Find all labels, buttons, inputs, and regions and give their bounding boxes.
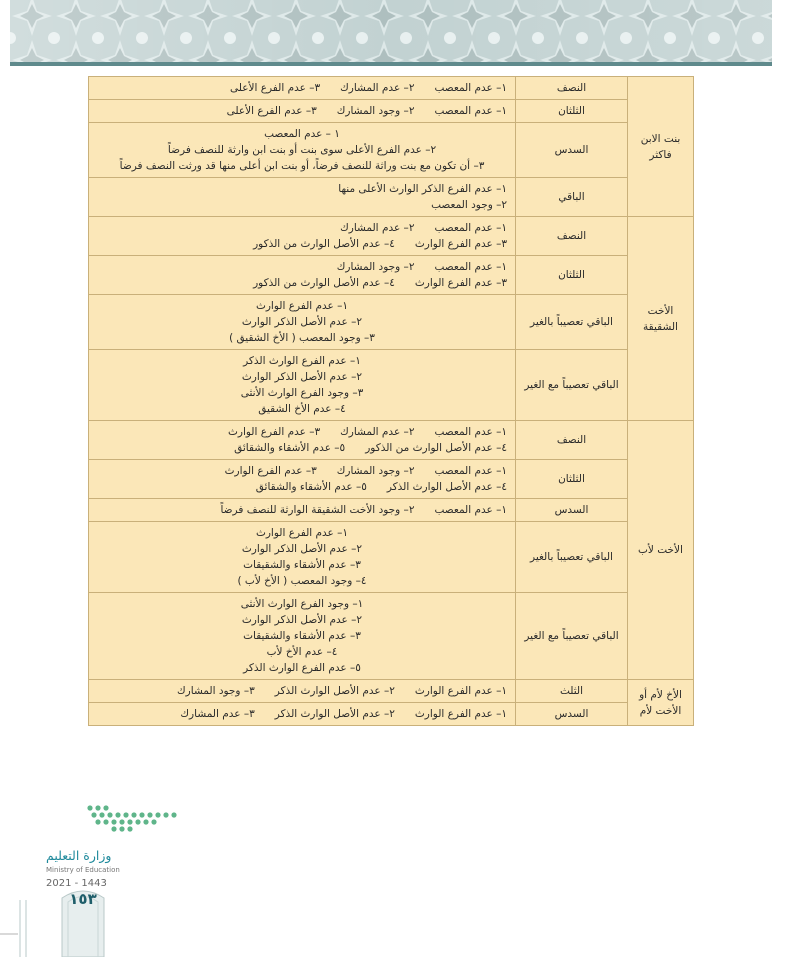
conditions-cell (89, 178, 516, 217)
condition-line: ١– عدم الفرع الوارث الذكر (243, 355, 361, 367)
inheritance-conditions-table (88, 76, 694, 726)
condition-line: ٤– وجود المعصب ( الأخ لأب ) (237, 575, 367, 587)
table-row (89, 499, 694, 522)
share-case-cell: السدس (516, 703, 628, 726)
condition-line: ٤– عدم الأصل الوارث الذكر ٥– عدم الأشقاء والشقائق (255, 481, 507, 493)
table-row (89, 295, 694, 350)
conditions-cell (89, 703, 516, 726)
table-row (89, 77, 694, 100)
condition-line: ٢– عدم الفرع الأعلى سوى بنت أو بنت ابن وارثة للنصف فرضاً (167, 144, 437, 156)
condition-line: ٣– عدم الأشقاء والشقيقات (243, 559, 361, 571)
share-case-cell: النصف (516, 217, 628, 256)
share-case-cell: الثلثان (516, 100, 628, 123)
conditions-cell (89, 499, 516, 522)
condition-line: ١– عدم الفرع الوارث ٢– عدم الأصل الوارث الذكر ٣– عدم المشارك (180, 708, 507, 720)
ministry-name-english: Ministry of Education (46, 866, 120, 874)
condition-line: ٤– عدم الأخ الشقيق (258, 403, 346, 415)
share-case-cell: النصف (516, 77, 628, 100)
share-case-cell: الباقي تعصيباً بالغير (516, 522, 628, 593)
condition-line: ١– عدم المعصب ٢– عدم المشارك ٣– عدم الفرع الوارث (228, 426, 507, 438)
condition-line: ١– عدم الفرع الوارث (255, 300, 349, 312)
table-row (89, 178, 694, 217)
heir-group-cell: الأخت الشقيقة (628, 217, 694, 421)
table-row (89, 522, 694, 593)
share-case-cell: الثلثان (516, 460, 628, 499)
condition-line: ٣– عدم الفرع الوارث ٤– عدم الأصل الوارث من الذكور (253, 277, 507, 289)
condition-line: ٤– عدم الأصل الوارث من الذكور ٥– عدم الأشقاء والشقائق (234, 442, 507, 454)
condition-line: ١– عدم المعصب ٢– عدم المشارك (340, 222, 507, 234)
conditions-cell (89, 217, 516, 256)
ministry-name-arabic: وزارة التعليم (46, 848, 112, 863)
edition-year: 2021 - 1443 (46, 878, 107, 889)
conditions-cell (89, 522, 516, 593)
table-row (89, 217, 694, 256)
condition-line: ٣– أن تكون مع بنت وراثة للنصف فرضاً، أو بنت ابن أعلى منها قد ورثت النصف فرضاً (119, 160, 485, 172)
condition-line: ١– عدم الفرع الوارث ٢– عدم الأصل الوارث الذكر ٣– وجود المشارك (177, 685, 507, 697)
share-case-cell: الثلثان (516, 256, 628, 295)
condition-line: ٢– عدم الأصل الذكر الوارث (241, 543, 363, 555)
share-case-cell: النصف (516, 421, 628, 460)
share-case-cell: الباقي (516, 178, 628, 217)
header-banner (10, 0, 772, 62)
condition-line: ١– عدم المعصب ٢– عدم المشارك ٣– عدم الفرع الأعلى (230, 82, 507, 94)
banner-divider (10, 62, 772, 66)
heir-group-cell: الأخت لأب (628, 421, 694, 680)
share-case-cell: الباقي تعصيباً مع الغير (516, 350, 628, 421)
condition-line: ٣– عدم الأشقاء والشقيقات (243, 630, 361, 642)
banner-pattern (10, 0, 772, 62)
conditions-cell (89, 421, 516, 460)
condition-line: ٣– عدم الفرع الوارث ٤– عدم الأصل الوارث من الذكور (253, 238, 507, 250)
share-case-cell: الثلث (516, 680, 628, 703)
table-row (89, 593, 694, 680)
conditions-cell (89, 350, 516, 421)
condition-line: ١– عدم الفرع الوارث (255, 527, 349, 539)
table-row (89, 350, 694, 421)
condition-line: ١– عدم المعصب ٢– وجود المشارك (336, 261, 507, 273)
condition-line: ٤– عدم الأخ لأب (266, 646, 338, 658)
condition-line: ٢– عدم الأصل الذكر الوارث (241, 371, 363, 383)
condition-line: ٣– وجود المعصب ( الأخ الشقيق ) (229, 332, 375, 344)
share-case-cell: السدس (516, 123, 628, 178)
table-body (89, 77, 694, 726)
table-row (89, 123, 694, 178)
table-row (89, 680, 694, 703)
condition-line: ٢– عدم الأصل الذكر الوارث (241, 316, 363, 328)
conditions-cell (89, 460, 516, 499)
table-row (89, 421, 694, 460)
table-row (89, 100, 694, 123)
ministry-logo-dots-icon (84, 802, 180, 836)
conditions-cell (89, 77, 516, 100)
table-row (89, 460, 694, 499)
condition-line: ٢– عدم الأصل الذكر الوارث (241, 614, 363, 626)
condition-line: ١– عدم الفرع الذكر الوارث الأعلى منها (338, 183, 507, 195)
condition-line: ١ – عدم المعصب (264, 128, 340, 140)
page-number: ١٥٣ (69, 890, 97, 908)
share-case-cell: الباقي تعصيباً بالغير (516, 295, 628, 350)
condition-line: ١– عدم المعصب ٢– وجود المشارك ٣– عدم الفرع الأعلى (226, 105, 507, 117)
conditions-cell (89, 123, 516, 178)
condition-line: ٥– عدم الفرع الوارث الذكر (243, 662, 361, 674)
condition-line: ١– عدم المعصب ٢– وجود الأخت الشقيقة الوارثة للنصف فرضاً (220, 504, 507, 516)
conditions-cell (89, 100, 516, 123)
conditions-cell (89, 593, 516, 680)
share-case-cell: الباقي تعصيباً مع الغير (516, 593, 628, 680)
share-case-cell: السدس (516, 499, 628, 522)
table-row (89, 256, 694, 295)
heir-group-cell: الأخ لأم أو الأخت لأم (628, 680, 694, 726)
conditions-cell (89, 256, 516, 295)
conditions-cell (89, 680, 516, 703)
condition-line: ٢– وجود المعصب (431, 199, 507, 211)
table-row (89, 703, 694, 726)
condition-line: ٣– وجود الفرع الوارث الأنثى (240, 387, 364, 399)
condition-line: ١– وجود الفرع الوارث الأنثى (240, 598, 364, 610)
heir-group-cell: بنت الابن فاكثر (628, 77, 694, 217)
condition-line: ١– عدم المعصب ٢– وجود المشارك ٣– عدم الفرع الوارث (224, 465, 507, 477)
conditions-cell (89, 295, 516, 350)
